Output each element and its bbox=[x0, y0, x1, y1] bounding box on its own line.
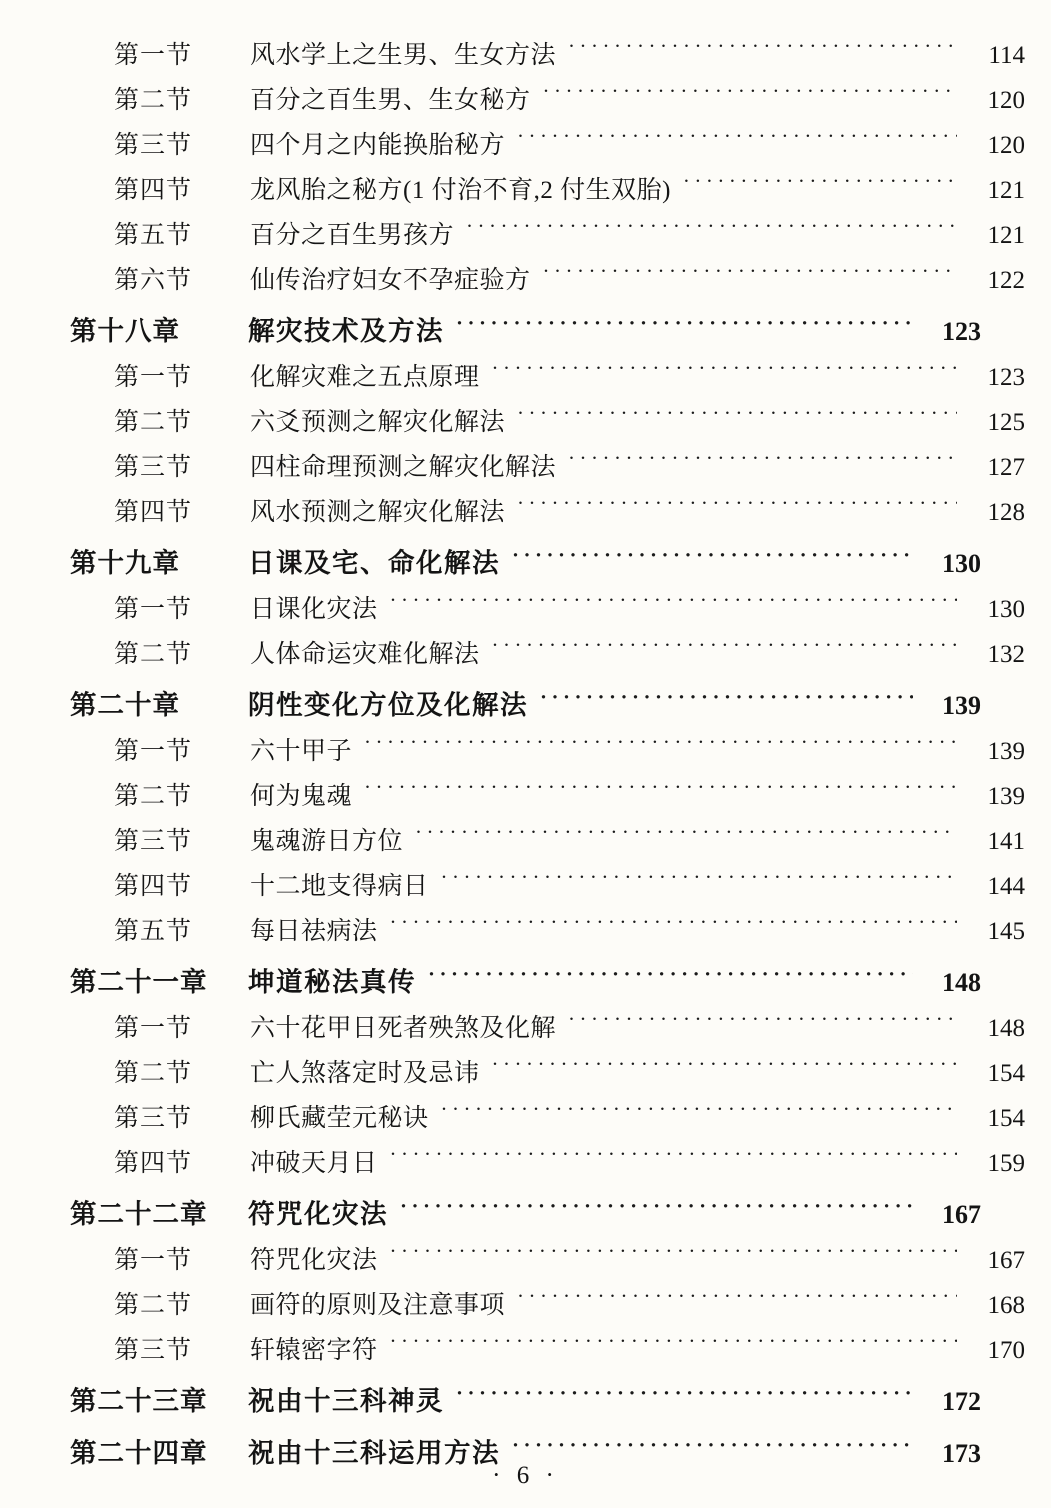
entry-page-number: 167 bbox=[987, 1247, 1025, 1274]
entry-title: 亡人煞落定时及忌讳 bbox=[250, 1060, 480, 1087]
entry-number: 第十九章 bbox=[70, 548, 180, 578]
toc-chapter-row[interactable] bbox=[70, 683, 981, 722]
table-of-contents bbox=[70, 35, 1025, 1470]
entry-page-number: 128 bbox=[987, 499, 1025, 526]
dot-leader bbox=[456, 314, 913, 341]
toc-section-row[interactable] bbox=[70, 1098, 1025, 1134]
entry-page-number: 121 bbox=[987, 177, 1025, 204]
entry-number: 第二节 bbox=[114, 783, 193, 810]
toc-section-row[interactable] bbox=[70, 1053, 1025, 1089]
entry-page-number: 148 bbox=[987, 1015, 1025, 1042]
entry-number: 第一节 bbox=[114, 1247, 193, 1274]
entry-number: 第六节 bbox=[114, 267, 193, 294]
dot-leader bbox=[517, 1288, 957, 1313]
entry-number: 第一节 bbox=[114, 364, 193, 391]
toc-chapter-row[interactable] bbox=[70, 541, 981, 580]
toc-section-row[interactable] bbox=[70, 215, 1025, 251]
toc-section-row[interactable] bbox=[70, 1008, 1025, 1044]
toc-section-row[interactable] bbox=[70, 589, 1025, 625]
dot-leader bbox=[517, 495, 957, 520]
entry-title: 百分之百生男孩方 bbox=[250, 222, 455, 249]
entry-number: 第二十二章 bbox=[70, 1199, 208, 1229]
entry-title: 百分之百生男、生女秘方 bbox=[250, 87, 531, 114]
entry-title: 六十甲子 bbox=[250, 738, 353, 765]
toc-section-row[interactable] bbox=[70, 821, 1025, 857]
entry-number: 第三节 bbox=[114, 1337, 193, 1364]
dot-leader bbox=[683, 173, 957, 198]
entry-number: 第二节 bbox=[114, 409, 193, 436]
toc-section-row[interactable] bbox=[70, 492, 1025, 528]
entry-title: 十二地支得病日 bbox=[250, 873, 429, 900]
toc-section-row[interactable] bbox=[70, 1285, 1025, 1321]
toc-section-row[interactable] bbox=[70, 447, 1025, 483]
entry-number: 第四节 bbox=[114, 177, 193, 204]
entry-title: 风水预测之解灾化解法 bbox=[250, 499, 506, 526]
dot-leader bbox=[492, 637, 957, 662]
toc-section-row[interactable] bbox=[70, 357, 1025, 393]
entry-number: 第三节 bbox=[114, 828, 193, 855]
entry-number: 第四节 bbox=[114, 1150, 193, 1177]
entry-page-number: 122 bbox=[987, 267, 1025, 294]
entry-number: 第二十三章 bbox=[70, 1386, 208, 1416]
toc-section-row[interactable] bbox=[70, 1240, 1025, 1276]
entry-page-number: 120 bbox=[987, 132, 1025, 159]
dot-leader bbox=[390, 1243, 957, 1268]
entry-page-number: 127 bbox=[987, 454, 1025, 481]
dot-leader bbox=[543, 263, 957, 288]
toc-section-row[interactable] bbox=[70, 35, 1025, 71]
entry-page-number: 145 bbox=[987, 918, 1025, 945]
entry-title: 符咒化灾法 bbox=[248, 1199, 388, 1229]
entry-page-number: 148 bbox=[942, 968, 981, 997]
dot-leader bbox=[512, 1436, 913, 1463]
dot-leader bbox=[441, 869, 957, 894]
entry-page-number: 141 bbox=[987, 828, 1025, 855]
entry-page-number: 168 bbox=[987, 1292, 1025, 1319]
entry-page-number: 159 bbox=[987, 1150, 1025, 1177]
toc-section-row[interactable] bbox=[70, 125, 1025, 161]
toc-chapter-row[interactable] bbox=[70, 1379, 981, 1418]
entry-title: 六爻预测之解灾化解法 bbox=[250, 409, 506, 436]
entry-page-number: 170 bbox=[987, 1337, 1025, 1364]
entry-number: 第四节 bbox=[114, 499, 193, 526]
toc-section-row[interactable] bbox=[70, 1330, 1025, 1366]
toc-chapter-row[interactable] bbox=[70, 309, 981, 348]
entry-title: 日课化灾法 bbox=[250, 596, 378, 623]
entry-page-number: 144 bbox=[987, 873, 1025, 900]
entry-number: 第一节 bbox=[114, 738, 193, 765]
entry-title: 解灾技术及方法 bbox=[248, 316, 444, 346]
entry-number: 第十八章 bbox=[70, 316, 180, 346]
page-folio: · 6 · bbox=[492, 1462, 559, 1489]
entry-title: 冲破天月日 bbox=[250, 1150, 378, 1177]
entry-number: 第二十一章 bbox=[70, 967, 208, 997]
dot-leader bbox=[456, 1384, 913, 1411]
entry-number: 第一节 bbox=[114, 42, 193, 69]
toc-section-row[interactable] bbox=[70, 776, 1025, 812]
entry-title: 鬼魂游日方位 bbox=[250, 828, 404, 855]
entry-number: 第三节 bbox=[114, 132, 193, 159]
toc-chapter-row[interactable] bbox=[70, 960, 981, 999]
toc-section-row[interactable] bbox=[70, 731, 1025, 767]
entry-page-number: 114 bbox=[988, 42, 1025, 69]
dot-leader bbox=[568, 450, 957, 475]
dot-leader bbox=[568, 1011, 957, 1036]
entry-number: 第二节 bbox=[114, 1060, 193, 1087]
toc-section-row[interactable] bbox=[70, 1143, 1025, 1179]
dot-leader bbox=[543, 83, 957, 108]
toc-section-row[interactable] bbox=[70, 260, 1025, 296]
entry-page-number: 123 bbox=[942, 317, 981, 346]
entry-title: 龙风胎之秘方(1 付治不育,2 付生双胎) bbox=[250, 177, 671, 204]
dot-leader bbox=[517, 128, 957, 153]
entry-number: 第二节 bbox=[114, 641, 193, 668]
entry-title: 祝由十三科神灵 bbox=[248, 1386, 444, 1416]
entry-title: 画符的原则及注意事项 bbox=[250, 1292, 506, 1319]
entry-page-number: 172 bbox=[942, 1387, 981, 1416]
entry-page-number: 139 bbox=[942, 691, 981, 720]
entry-page-number: 139 bbox=[987, 738, 1025, 765]
entry-page-number: 167 bbox=[942, 1200, 981, 1229]
toc-section-row[interactable] bbox=[70, 80, 1025, 116]
dot-leader bbox=[517, 405, 957, 430]
dot-leader bbox=[390, 1333, 957, 1358]
entry-title: 日课及宅、命化解法 bbox=[248, 548, 500, 578]
dot-leader bbox=[441, 1101, 957, 1126]
entry-number: 第一节 bbox=[114, 1015, 193, 1042]
entry-number: 第一节 bbox=[114, 596, 193, 623]
entry-page-number: 173 bbox=[942, 1439, 981, 1468]
entry-page-number: 139 bbox=[987, 783, 1025, 810]
dot-leader bbox=[390, 592, 957, 617]
dot-leader bbox=[540, 688, 913, 715]
entry-title: 每日祛病法 bbox=[250, 918, 378, 945]
entry-title: 人体命运灾难化解法 bbox=[250, 641, 480, 668]
entry-title: 何为鬼魂 bbox=[250, 783, 353, 810]
toc-section-row[interactable] bbox=[70, 866, 1025, 902]
dot-leader bbox=[492, 360, 957, 385]
dot-leader bbox=[466, 218, 957, 243]
dot-leader bbox=[400, 1197, 913, 1224]
entry-title: 阴性变化方位及化解法 bbox=[248, 690, 528, 720]
dot-leader bbox=[364, 779, 957, 804]
dot-leader bbox=[364, 734, 957, 759]
entry-page-number: 121 bbox=[987, 222, 1025, 249]
dot-leader bbox=[390, 1146, 957, 1171]
dot-leader bbox=[512, 546, 913, 573]
entry-title: 祝由十三科运用方法 bbox=[248, 1438, 500, 1468]
toc-section-row[interactable] bbox=[70, 402, 1025, 438]
entry-page-number: 120 bbox=[987, 87, 1025, 114]
entry-title: 六十花甲日死者殃煞及化解 bbox=[250, 1015, 557, 1042]
entry-page-number: 123 bbox=[987, 364, 1025, 391]
dot-leader bbox=[390, 914, 957, 939]
toc-section-row[interactable] bbox=[70, 634, 1025, 670]
entry-page-number: 154 bbox=[987, 1105, 1025, 1132]
entry-number: 第二节 bbox=[114, 87, 193, 114]
dot-leader bbox=[568, 38, 957, 63]
entry-title: 轩辕密字符 bbox=[250, 1337, 378, 1364]
dot-leader bbox=[415, 824, 957, 849]
entry-page-number: 130 bbox=[987, 596, 1025, 623]
entry-title: 化解灾难之五点原理 bbox=[250, 364, 480, 391]
entry-title: 符咒化灾法 bbox=[250, 1247, 378, 1274]
dot-leader bbox=[428, 965, 913, 992]
entry-number: 第二十章 bbox=[70, 690, 180, 720]
entry-number: 第四节 bbox=[114, 873, 193, 900]
entry-title: 风水学上之生男、生女方法 bbox=[250, 42, 557, 69]
entry-title: 坤道秘法真传 bbox=[248, 967, 416, 997]
entry-page-number: 130 bbox=[942, 549, 981, 578]
entry-number: 第五节 bbox=[114, 918, 193, 945]
entry-page-number: 132 bbox=[987, 641, 1025, 668]
entry-title: 柳氏藏茔元秘诀 bbox=[250, 1105, 429, 1132]
entry-page-number: 154 bbox=[987, 1060, 1025, 1087]
entry-number: 第二节 bbox=[114, 1292, 193, 1319]
entry-title: 四个月之内能换胎秘方 bbox=[250, 132, 506, 159]
entry-number: 第五节 bbox=[114, 222, 193, 249]
entry-number: 第二十四章 bbox=[70, 1438, 208, 1468]
dot-leader bbox=[492, 1056, 957, 1081]
entry-title: 四柱命理预测之解灾化解法 bbox=[250, 454, 557, 481]
toc-section-row[interactable] bbox=[70, 911, 1025, 947]
toc-section-row[interactable] bbox=[70, 170, 1025, 206]
entry-page-number: 125 bbox=[987, 409, 1025, 436]
entry-number: 第三节 bbox=[114, 454, 193, 481]
toc-chapter-row[interactable] bbox=[70, 1192, 981, 1231]
entry-title: 仙传治疗妇女不孕症验方 bbox=[250, 267, 531, 294]
entry-number: 第三节 bbox=[114, 1105, 193, 1132]
